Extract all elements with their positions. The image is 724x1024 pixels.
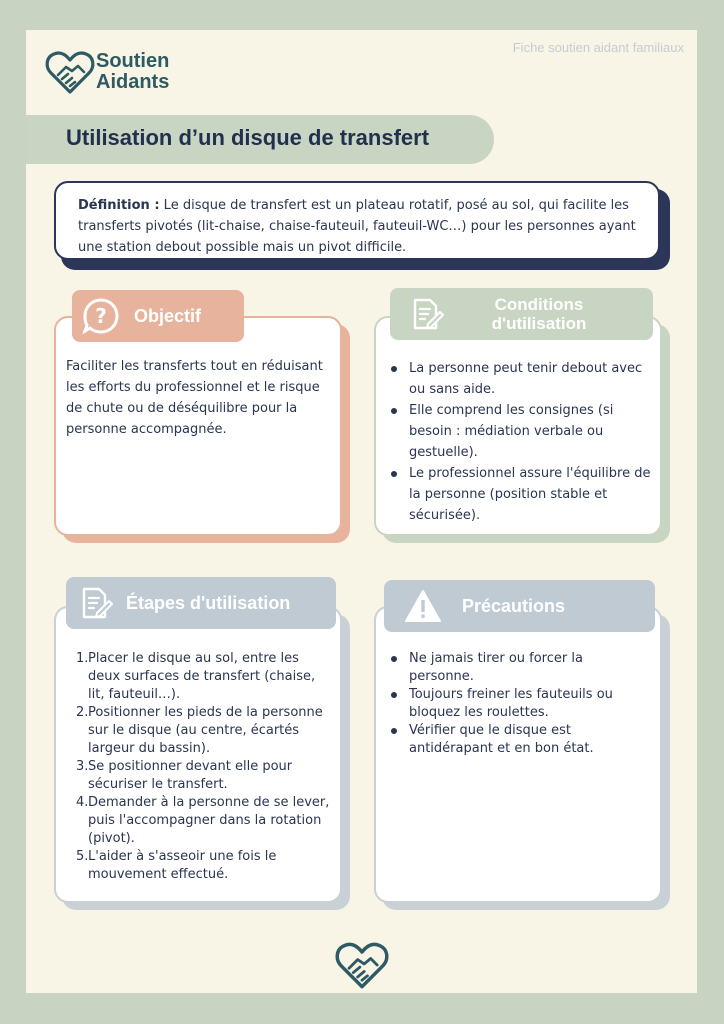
question-icon: [72, 297, 130, 335]
list-item: Ne jamais tirer ou forcer la personne.: [376, 650, 650, 686]
etapes-title: Étapes d'utilisation: [126, 592, 291, 613]
svg-text:?: ?: [95, 304, 107, 328]
etapes-list: [56, 650, 330, 884]
page-title: Utilisation d’un disque de transfert: [66, 125, 430, 150]
document-pen-icon: [390, 297, 464, 331]
list-item: Le professionnel assure l'équilibre de la personne (position stable et sécurisée).: [376, 463, 652, 526]
brand-line2: Aidants: [96, 71, 170, 93]
tagline: Fiche soutien aidant familiaux: [512, 40, 684, 55]
definition-text: Le disque de transfert est un plateau rotatif, posé au sol, qui facilite les transferts pivotés (lit-chaise, chaise-fauteuil, fauteuil-WC…) pour les personnes ayant une station debout possible mais un pivot difficile.: [78, 198, 636, 255]
title-bar: [26, 115, 494, 164]
conditions-tab: [390, 288, 653, 340]
precautions-tab: [384, 580, 655, 632]
definition-label: Définition :: [78, 198, 160, 213]
precautions-card: [374, 606, 662, 903]
list-item: Toujours freiner les fauteuils ou bloquez les roulettes.: [376, 686, 650, 722]
conditions-title-line2: d'utilisation: [491, 314, 587, 333]
step-number: 2.: [76, 705, 89, 720]
step-text: Placer le disque au sol, entre les deux surfaces de transfert (chaise, lit, fauteuil…).: [88, 651, 316, 702]
document-pen-icon: [66, 586, 126, 620]
list-item: Vérifier que le disque est antidérapant et en bon état.: [376, 722, 650, 758]
list-item: [56, 848, 330, 884]
objectif-title: Objectif: [134, 305, 202, 326]
warning-icon: [384, 589, 462, 623]
brand-logo: [44, 48, 169, 96]
step-text: L'aider à s'asseoir une fois le mouvement effectué.: [88, 849, 277, 882]
conditions-card: [374, 316, 662, 536]
objectif-text: Faciliter les transferts tout en réduisant les efforts du professionnel et le risque de chute ou de déséquilibre pour la personne accompagnée.: [66, 359, 323, 437]
list-item: La personne peut tenir debout avec ou sans aide.: [376, 358, 652, 400]
list-item: [56, 794, 330, 848]
footer-logo: [333, 939, 391, 995]
objectif-tab: [72, 290, 244, 342]
precautions-list: [376, 650, 650, 758]
heart-handshake-icon: [333, 939, 391, 991]
step-number: 1.: [76, 651, 89, 666]
etapes-card: [54, 606, 342, 903]
step-text: Demander à la personne de se lever, puis l'accompagner dans la rotation (pivot).: [88, 795, 330, 846]
brand-line1: Soutien: [96, 50, 170, 72]
step-number: 4.: [76, 795, 89, 810]
step-text: Se positionner devant elle pour sécuriser le transfert.: [88, 759, 293, 792]
step-number: 3.: [76, 759, 89, 774]
definition-box: [54, 181, 660, 260]
objectif-card: [54, 316, 342, 536]
conditions-title: [464, 295, 614, 333]
conditions-title-line1: Conditions: [494, 295, 584, 314]
list-item: [56, 650, 330, 704]
etapes-tab: [66, 577, 336, 629]
list-item: [56, 704, 330, 758]
step-text: Positionner les pieds de la personne sur le disque (au centre, écartés largeur du bassin).: [88, 705, 323, 756]
list-item: Elle comprend les consignes (si besoin : médiation verbale ou gestuelle).: [376, 400, 652, 463]
step-number: 5.: [76, 849, 89, 864]
list-item: [56, 758, 330, 794]
conditions-list: [376, 358, 652, 526]
heart-handshake-icon: [44, 48, 96, 96]
precautions-title: Précautions: [462, 595, 566, 616]
